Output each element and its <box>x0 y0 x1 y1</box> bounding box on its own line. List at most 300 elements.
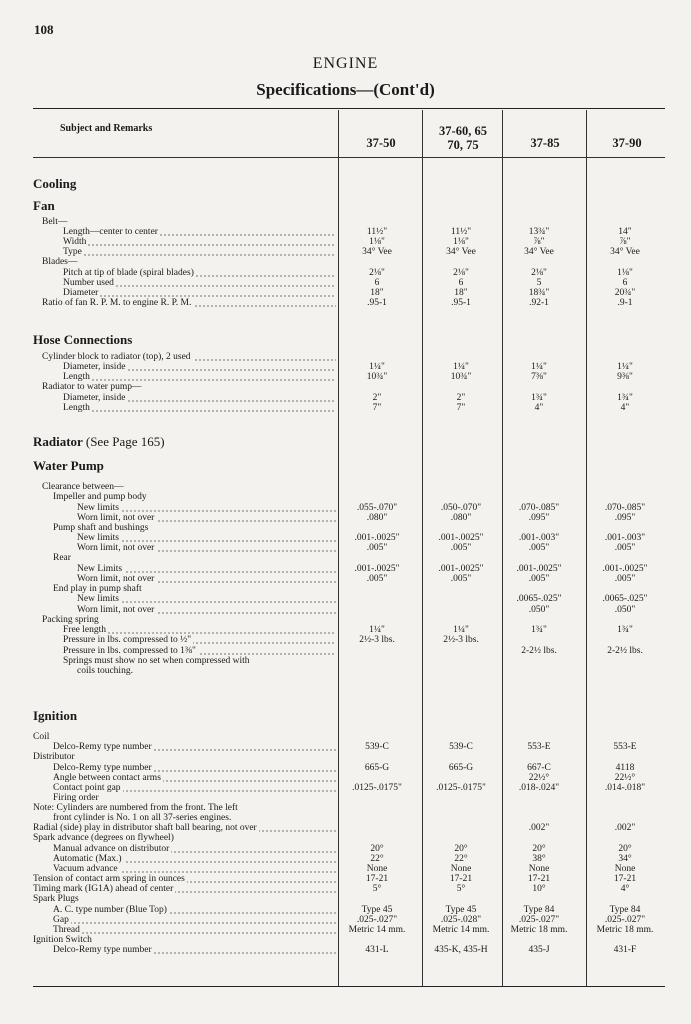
row-value: .025-.027" <box>356 915 398 925</box>
table-row <box>0 925 691 935</box>
row-label <box>53 945 336 955</box>
row-label-text: Number used <box>63 278 114 288</box>
row-value: 10° <box>532 884 546 894</box>
table-row <box>0 656 691 666</box>
row-value: 1¼" <box>453 625 469 635</box>
row-label <box>63 247 336 257</box>
row-label <box>53 492 336 502</box>
row-label-text: Vacuum advance <box>53 864 118 874</box>
row-label <box>42 257 336 267</box>
row-label-text: Tension of contact arm spring in ounces <box>33 874 185 884</box>
row-value: 1¾" <box>531 625 547 635</box>
row-value: .001-.0025" <box>438 533 484 543</box>
table-row <box>0 823 691 833</box>
table-row <box>0 854 691 864</box>
row-label-text: coils touching. <box>77 666 133 676</box>
row-label-text: Length <box>63 372 90 382</box>
section-heading: Fan <box>33 198 55 213</box>
section-heading: Cooling <box>33 176 77 191</box>
row-label-text: Ignition Switch <box>33 935 92 945</box>
row-label-text: A. C. type number (Blue Top) <box>53 905 167 915</box>
row-label <box>53 553 336 563</box>
table-row <box>0 803 691 813</box>
row-label <box>53 915 336 925</box>
row-label-text: Spark advance (degrees on flywheel) <box>33 833 174 843</box>
row-label-text: Worn limit, not over <box>77 513 155 523</box>
row-value: 2⅛" <box>369 268 385 278</box>
row-label <box>53 905 336 915</box>
row-label <box>77 666 336 676</box>
row-label <box>63 372 336 382</box>
header-rule <box>33 157 665 158</box>
row-label-text: Free length <box>63 625 107 635</box>
row-value: .095" <box>614 513 636 523</box>
table-row <box>0 533 691 543</box>
row-value: .050" <box>614 605 636 615</box>
row-value: .005" <box>450 543 472 553</box>
table-row <box>0 635 691 645</box>
row-label <box>53 925 336 935</box>
row-value: .005" <box>366 574 388 584</box>
row-label-text: Pitch at tip of blade (spiral blades) <box>63 268 194 278</box>
row-value: Metric 18 mm. <box>510 925 568 935</box>
table-row <box>0 905 691 915</box>
table-row <box>0 382 691 392</box>
row-value: 34° Vee <box>362 247 392 257</box>
table-row <box>0 482 691 492</box>
table-row <box>0 625 691 635</box>
row-value: 22½° <box>528 773 550 783</box>
row-value: 667-C <box>527 763 551 773</box>
table-row <box>0 513 691 523</box>
section-heading: Hose Connections <box>33 332 133 347</box>
row-label <box>77 503 336 513</box>
row-label-text: New limits <box>77 533 119 543</box>
table-row <box>0 503 691 513</box>
row-value: 1¾" <box>617 393 633 403</box>
row-label <box>77 564 336 574</box>
row-value: .025-.027" <box>518 915 560 925</box>
table-row <box>0 227 691 237</box>
table-row <box>0 874 691 884</box>
row-label <box>53 793 336 803</box>
row-value: 17-21 <box>527 874 551 884</box>
page-number: 108 <box>34 22 54 37</box>
row-label-text: Width <box>63 237 87 247</box>
row-value: 2" <box>456 393 466 403</box>
row-value: 665-G <box>364 763 390 773</box>
row-label-text: Worn limit, not over <box>77 574 155 584</box>
table-row <box>0 403 691 413</box>
row-value: .0065-.025" <box>602 594 648 604</box>
row-label <box>77 605 336 615</box>
row-label <box>53 844 336 854</box>
row-value: .018-.024" <box>518 783 560 793</box>
row-value: Type 84 <box>523 905 555 915</box>
row-value: Type 45 <box>445 905 477 915</box>
row-label-text: Delco-Remy type number <box>53 763 152 773</box>
row-value: 2⅛" <box>453 268 469 278</box>
section-heading <box>33 434 165 450</box>
row-value: .050" <box>528 605 550 615</box>
row-label-text: Delco-Remy type number <box>53 945 152 955</box>
row-value: 10¾" <box>366 372 388 382</box>
row-value: .005" <box>528 543 550 553</box>
row-value: .002" <box>614 823 636 833</box>
row-label <box>33 894 336 904</box>
row-value: 34° <box>618 854 632 864</box>
row-label-text: Gap <box>53 915 69 925</box>
row-label <box>33 884 336 894</box>
row-value: .070-.085" <box>518 503 560 513</box>
row-value: 539-C <box>449 742 473 752</box>
table-row <box>0 247 691 257</box>
row-label <box>63 268 336 278</box>
row-value: Metric 14 mm. <box>348 925 406 935</box>
header-subject: Subject and Remarks <box>60 123 153 134</box>
row-value: 1¼" <box>617 362 633 372</box>
table-bottom-rule <box>33 986 665 987</box>
table-row <box>0 763 691 773</box>
row-label-text: Belt— <box>42 217 68 227</box>
row-label-text: Type <box>63 247 82 257</box>
row-label <box>63 646 336 656</box>
row-value: 20° <box>532 844 546 854</box>
row-value: 17-21 <box>365 874 389 884</box>
row-label-text: Diameter, inside <box>63 362 126 372</box>
row-value: 4118 <box>615 763 635 773</box>
table-row <box>0 553 691 563</box>
row-value: .005" <box>614 574 636 584</box>
section-note: (See Page 165) <box>85 434 165 449</box>
table-top-rule <box>33 108 665 109</box>
row-value: None <box>528 864 550 874</box>
row-label-text: Coil <box>33 732 50 742</box>
row-value: 17-21 <box>613 874 637 884</box>
table-row <box>0 915 691 925</box>
table-row <box>0 298 691 308</box>
row-label-text: Springs must show no set when compressed with <box>63 656 250 666</box>
row-label-text: Diameter <box>63 288 99 298</box>
row-label <box>63 393 336 403</box>
row-label <box>53 742 336 752</box>
row-value: 14" <box>618 227 632 237</box>
row-label-text: Cylinder block to radiator (top), 2 used <box>42 352 191 362</box>
column-header: 37-50 <box>366 136 396 150</box>
row-value: 539-C <box>365 742 389 752</box>
row-label <box>42 352 336 362</box>
row-label-text: Firing order <box>53 793 99 803</box>
row-value: 7" <box>456 403 466 413</box>
row-value: 2-2½ lbs. <box>521 646 557 656</box>
row-value: 20° <box>370 844 384 854</box>
row-value: .0065-.025" <box>516 594 562 604</box>
row-value: 4° <box>620 884 630 894</box>
row-value: 20¾" <box>614 288 636 298</box>
row-value: .080" <box>366 513 388 523</box>
table-row <box>0 935 691 945</box>
row-value: 2½-3 lbs. <box>443 635 479 645</box>
row-value: None <box>614 864 636 874</box>
table-row <box>0 543 691 553</box>
row-value: 6 <box>374 278 380 288</box>
row-value: 11½" <box>366 227 388 237</box>
row-label <box>53 864 336 874</box>
table-row <box>0 362 691 372</box>
row-value: Type 84 <box>609 905 641 915</box>
table-row <box>0 813 691 823</box>
row-label <box>53 854 336 864</box>
row-label-text: front cylinder is No. 1 on all 37-series engines. <box>53 813 232 823</box>
table-row <box>0 605 691 615</box>
row-label-text: New Limits <box>77 564 123 574</box>
row-label <box>42 615 336 625</box>
table-row <box>0 594 691 604</box>
row-value: 1⅛" <box>617 268 633 278</box>
table-row <box>0 615 691 625</box>
row-value: .095" <box>528 513 550 523</box>
row-value: ⅞" <box>533 237 545 247</box>
row-label-text: Distributor <box>33 752 75 762</box>
row-label-text: Pressure in lbs. compressed to 1⅜" <box>63 646 196 656</box>
row-label <box>63 635 336 645</box>
section-heading: Water Pump <box>33 458 104 473</box>
row-value: .014-.018" <box>604 783 646 793</box>
column-header: 37-85 <box>530 136 560 150</box>
row-label-text: Radiator to water pump— <box>42 382 142 392</box>
row-value: .001-.0025" <box>516 564 562 574</box>
page-subtitle: Specifications—(Cont'd) <box>256 80 435 99</box>
row-value: 4" <box>534 403 544 413</box>
row-value: 34° Vee <box>446 247 476 257</box>
row-label-text: New limits <box>77 594 119 604</box>
row-value: 17-21 <box>449 874 473 884</box>
row-value: 10¾" <box>450 372 472 382</box>
row-value: .92-1 <box>529 298 549 308</box>
row-label-text: Ratio of fan R. P. M. to engine R. P. M. <box>42 298 192 308</box>
table-row <box>0 894 691 904</box>
row-value: 431-F <box>613 945 637 955</box>
row-value: 435-J <box>528 945 550 955</box>
row-value: 22° <box>370 854 384 864</box>
row-value: 1⅛" <box>369 237 385 247</box>
row-label <box>77 543 336 553</box>
row-value: 1¼" <box>369 625 385 635</box>
row-value: 38° <box>532 854 546 864</box>
table-row <box>0 257 691 267</box>
row-label <box>77 533 336 543</box>
row-value: 34° Vee <box>524 247 554 257</box>
row-value: .005" <box>614 543 636 553</box>
table-row <box>0 523 691 533</box>
row-value: None <box>450 864 472 874</box>
row-value: 431-L <box>365 945 389 955</box>
row-value: 1¾" <box>531 393 547 403</box>
row-value: 2½-3 lbs. <box>359 635 395 645</box>
row-label-text: Worn limit, not over <box>77 543 155 553</box>
row-value: None <box>366 864 388 874</box>
table-row <box>0 372 691 382</box>
table-row <box>0 742 691 752</box>
row-label <box>63 237 336 247</box>
row-label <box>77 513 336 523</box>
row-label-text: Spark Plugs <box>33 894 79 904</box>
row-label-text: Impeller and pump body <box>53 492 147 502</box>
row-label <box>77 574 336 584</box>
row-label-text: Angle between contact arms <box>53 773 161 783</box>
row-value: 22½° <box>614 773 636 783</box>
table-row <box>0 574 691 584</box>
table-row <box>0 393 691 403</box>
table-row <box>0 773 691 783</box>
row-label <box>33 823 336 833</box>
row-value: 1⅛" <box>453 237 469 247</box>
row-value: 2" <box>372 393 382 403</box>
row-value: .001-.0025" <box>354 564 400 574</box>
row-label-text: Contact point gap <box>53 783 121 793</box>
table-row <box>0 352 691 362</box>
row-label <box>33 732 336 742</box>
row-label <box>33 935 336 945</box>
row-value: .005" <box>528 574 550 584</box>
row-value: .001-.0025" <box>438 564 484 574</box>
row-value: 2-2½ lbs. <box>607 646 643 656</box>
row-label-text: Length—center to center <box>63 227 158 237</box>
row-value: 2⅛" <box>531 268 547 278</box>
row-value: .070-.085" <box>604 503 646 513</box>
row-label-text: Length <box>63 403 90 413</box>
row-value: 9⅜" <box>617 372 633 382</box>
section-title: Radiator <box>33 434 83 449</box>
row-value: 5° <box>456 884 466 894</box>
row-value: 1¾" <box>617 625 633 635</box>
row-label <box>42 482 336 492</box>
row-value: .002" <box>528 823 550 833</box>
row-value: .055-.070" <box>356 503 398 513</box>
row-label-text: Timing mark (IG1A) ahead of center <box>33 884 174 894</box>
row-label-text: Radial (side) play in distributor shaft ball bearing, not over <box>33 823 257 833</box>
row-value: Type 45 <box>361 905 393 915</box>
table-row <box>0 666 691 676</box>
row-label <box>63 288 336 298</box>
row-label-text: End play in pump shaft <box>53 584 142 594</box>
table-row <box>0 884 691 894</box>
table-row <box>0 945 691 955</box>
row-label-text: Manual advance on distributor <box>53 844 170 854</box>
row-label <box>53 523 336 533</box>
row-value: ⅞" <box>619 237 631 247</box>
row-value: 435-K, 435-H <box>434 945 488 955</box>
row-label <box>63 656 336 666</box>
column-header: 37-90 <box>612 136 642 150</box>
row-label <box>53 783 336 793</box>
row-value: .001-.0025" <box>354 533 400 543</box>
table-row <box>0 833 691 843</box>
row-label-text: Blades— <box>42 257 78 267</box>
row-label <box>42 382 336 392</box>
row-label <box>53 584 336 594</box>
row-value: .025-.028" <box>440 915 482 925</box>
table-row <box>0 278 691 288</box>
row-value: .001-.003" <box>518 533 560 543</box>
row-value: 1¼" <box>531 362 547 372</box>
row-value: 7" <box>372 403 382 413</box>
table-row <box>0 646 691 656</box>
table-row <box>0 564 691 574</box>
row-value: .005" <box>366 543 388 553</box>
row-value: 11½" <box>450 227 472 237</box>
row-label <box>33 874 336 884</box>
row-value: 20° <box>618 844 632 854</box>
row-value: 1¼" <box>369 362 385 372</box>
row-value: .001-.0025" <box>602 564 648 574</box>
row-value: .025-.027" <box>604 915 646 925</box>
table-row <box>0 783 691 793</box>
row-label <box>53 763 336 773</box>
row-label-text: Diameter, inside <box>63 393 126 403</box>
row-value: .95-1 <box>451 298 471 308</box>
row-label <box>53 813 336 823</box>
row-label <box>77 594 336 604</box>
table-row <box>0 492 691 502</box>
table-row <box>0 732 691 742</box>
row-value: 20° <box>454 844 468 854</box>
row-value: .0125-.0175" <box>436 783 486 793</box>
row-label-text: Worn limit, not over <box>77 605 155 615</box>
row-label <box>63 403 336 413</box>
row-label <box>63 227 336 237</box>
row-value: 22° <box>454 854 468 864</box>
row-value: 18¾" <box>528 288 550 298</box>
table-row <box>0 288 691 298</box>
row-value: 4" <box>620 403 630 413</box>
section-heading: Ignition <box>33 708 78 723</box>
row-value: 5 <box>536 278 542 288</box>
row-label <box>33 752 336 762</box>
row-value: .9-1 <box>617 298 633 308</box>
row-value: Metric 14 mm. <box>432 925 490 935</box>
table-row <box>0 268 691 278</box>
table-row <box>0 752 691 762</box>
row-value: 7⅜" <box>531 372 547 382</box>
row-value: 553-E <box>613 742 637 752</box>
row-value: 18" <box>370 288 384 298</box>
row-label-text: New limits <box>77 503 119 513</box>
row-label <box>63 278 336 288</box>
row-value: .080" <box>450 513 472 523</box>
row-label-text: Thread <box>53 925 80 935</box>
row-label-text: Pressure in lbs. compressed to ½" <box>63 635 192 645</box>
row-label <box>42 298 336 308</box>
row-value: .050-.070" <box>440 503 482 513</box>
row-value: .0125-.0175" <box>352 783 402 793</box>
table-row <box>0 864 691 874</box>
row-label-text: Rear <box>53 553 71 563</box>
row-label <box>63 625 336 635</box>
table-row <box>0 584 691 594</box>
row-value: 5° <box>372 884 382 894</box>
row-label-text: Note: Cylinders are numbered from the front. The left <box>33 803 238 813</box>
row-label <box>33 803 336 813</box>
page-title: ENGINE <box>312 55 379 72</box>
table-row <box>0 217 691 227</box>
row-value: 6 <box>622 278 628 288</box>
table-row <box>0 844 691 854</box>
row-label <box>42 217 336 227</box>
row-label-text: Pump shaft and bushings <box>53 523 149 533</box>
row-label <box>33 833 336 843</box>
row-value: 34° Vee <box>610 247 640 257</box>
